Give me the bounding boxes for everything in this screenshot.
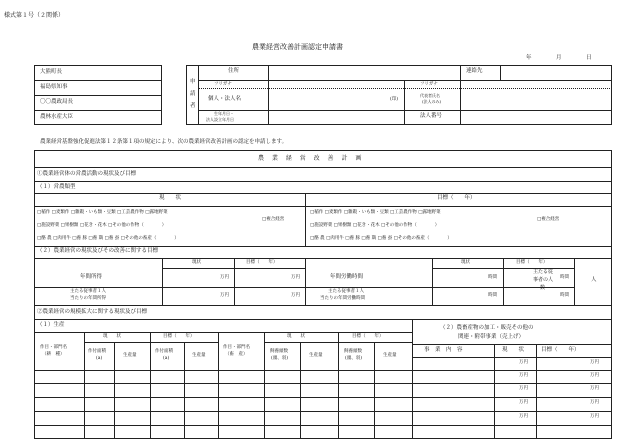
rep-name-label-2: (法人のみ) bbox=[422, 99, 442, 104]
seal-mark: (印) bbox=[390, 97, 399, 102]
business-target-unit-4: 万円 bbox=[590, 400, 599, 405]
head-count-current-2: (頭、羽) bbox=[271, 356, 289, 361]
business-target-unit-5: 万円 bbox=[590, 414, 599, 419]
income-status-unit: 万円 bbox=[220, 275, 229, 280]
current-types-row2: □施設野菜 □果樹類 □花き・花木 □その他の作物（ ） bbox=[37, 223, 167, 228]
livestock-current-label: 現 状 bbox=[287, 334, 305, 339]
livestock-name-label-1: 作目・部門名 bbox=[223, 345, 250, 350]
per-worker-income-1: 主たる従事者１人 bbox=[70, 289, 106, 294]
annual-income-label: 年間所得 bbox=[80, 274, 103, 280]
section2-heading: ②農業経営の規模拡大に関する現状及び目標 bbox=[37, 309, 148, 315]
target-types-row1: □稲作 □麦類作 □雑穀・いも類・豆類 □工芸農作物 □露地野菜 bbox=[310, 210, 441, 215]
management-goals-heading: （２）農業経営の現状及びその改善に関する目標 bbox=[37, 248, 159, 254]
per-worker-income-2: 当たりの年間所得 bbox=[70, 296, 106, 301]
form-title: 農業経営改善計画認定申請書 bbox=[252, 43, 343, 51]
hours-target-unit: 時間 bbox=[560, 275, 569, 280]
target-types-row3: □酪 農 □肉用牛 □養 豚 □養 鶏 □養 蚕 □その他の畜産（ ） bbox=[310, 236, 452, 241]
head-count-target-1: 飼養頭数 bbox=[344, 349, 362, 354]
crop-production-target: 生産量 bbox=[192, 353, 206, 358]
income-status-col: 現状 bbox=[192, 260, 201, 265]
crop-area-target-2: (a) bbox=[163, 356, 170, 361]
per-worker-hours-2: 当たりの年間労働時間 bbox=[320, 296, 365, 301]
current-types-row3: □酪 農 □肉用牛 □養 豚 □養 鶏 □養 蚕 □その他の畜産（ ） bbox=[37, 236, 179, 241]
hours-status-col: 現状 bbox=[461, 260, 470, 265]
hours-status-unit: 時間 bbox=[488, 275, 497, 280]
business-current-unit-5: 万円 bbox=[519, 414, 528, 419]
crop-area-current-2: (a) bbox=[96, 356, 103, 361]
furigana-label: フリガナ bbox=[214, 82, 232, 87]
applicant-side-3: 者 bbox=[190, 103, 196, 109]
section1-heading: ①農業経営体の営農活動の現状及び目標 bbox=[37, 171, 137, 177]
current-types-row1: □稲作 □麦類作 □雑穀・いも類・豆類 □工芸農作物 □露地野菜 bbox=[37, 210, 168, 215]
per-worker-hours-1: 主たる従事者１人 bbox=[328, 289, 364, 294]
applicant-box bbox=[186, 65, 612, 125]
crop-area-target-1: 作付面積 bbox=[155, 349, 173, 354]
workers-label-1: 主たる従 bbox=[533, 269, 554, 275]
per-hours-status-unit: 時間 bbox=[488, 293, 497, 298]
business-current-label: 現 状 bbox=[502, 347, 525, 353]
business-target-unit-3: 万円 bbox=[590, 386, 599, 391]
name-label: 個人・法人名 bbox=[208, 96, 242, 102]
business-target-unit-2: 万円 bbox=[590, 373, 599, 378]
per-income-status-unit: 万円 bbox=[220, 293, 229, 298]
form-number: 様式第１号（２関係） bbox=[4, 12, 65, 19]
crop-current-label: 現 状 bbox=[103, 334, 121, 339]
production-heading: （１）生産 bbox=[37, 322, 65, 328]
rep-name-label-1: 代表者氏名 bbox=[420, 93, 440, 98]
per-income-target-unit: 万円 bbox=[291, 293, 300, 298]
related-business-heading-1: （２）農畜産物の加工・販売その他の bbox=[440, 325, 534, 331]
crop-production-current: 生産量 bbox=[123, 353, 137, 358]
crop-name-label-1: 作目・部門名 bbox=[40, 345, 67, 350]
applicant-side-1: 申 bbox=[190, 79, 196, 85]
livestock-name-label-2: （畜 産） bbox=[225, 352, 248, 357]
business-target-label: 目標（ 年） bbox=[541, 347, 580, 353]
date-year: 年 bbox=[526, 55, 532, 61]
contact-label: 連絡先 bbox=[466, 68, 483, 74]
annual-hours-label: 年間労働時間 bbox=[330, 274, 364, 280]
current-complex: □複合経営 bbox=[262, 217, 285, 222]
farming-target-label: 目標（ 年） bbox=[437, 195, 476, 201]
livestock-target-label: 目標（ 年） bbox=[352, 334, 384, 339]
addressee-town-mayor: 大熊町長 bbox=[40, 69, 63, 75]
crop-name-label-2: （耕 種） bbox=[42, 352, 65, 357]
application-statement: 農業経営基盤強化促進法第１２条第１項の規定により、次の農業経営改善計画の認定を申請します。 bbox=[40, 139, 288, 145]
hours-target-col: 目標（ 年） bbox=[516, 260, 548, 265]
head-count-current-1: 飼養頭数 bbox=[270, 349, 288, 354]
addressee-bureau-director: 〇〇農政局長 bbox=[40, 99, 74, 105]
business-content-label: 事 業 内 容 bbox=[424, 347, 463, 353]
farming-type-heading: （１）営農類型 bbox=[37, 184, 76, 190]
date-day: 日 bbox=[586, 55, 592, 61]
livestock-production-current: 生産量 bbox=[309, 353, 323, 358]
livestock-production-target: 生産量 bbox=[383, 353, 397, 358]
target-types-row2: □施設野菜 □果樹類 □花き・花木 □その他の作物（ ） bbox=[310, 223, 440, 228]
plan-title: 農 業 経 営 改 善 計 画 bbox=[258, 155, 365, 162]
birthdate-label-2: 法人設立年月日 bbox=[206, 117, 234, 122]
income-target-col: 目標（ 年） bbox=[246, 260, 278, 265]
business-current-unit-4: 万円 bbox=[519, 400, 528, 405]
related-business-heading-2: 関連・附帯事業（売上げ） bbox=[458, 334, 525, 340]
head-count-target-2: (頭、羽) bbox=[345, 356, 363, 361]
applicant-side-2: 請 bbox=[190, 91, 196, 97]
workers-label-3: 数 bbox=[540, 285, 546, 291]
addressee-minister: 農林水産大臣 bbox=[40, 114, 74, 120]
workers-unit: 人 bbox=[591, 277, 597, 283]
per-hours-target-unit: 時間 bbox=[560, 293, 569, 298]
business-target-unit-1: 万円 bbox=[590, 360, 599, 365]
business-current-unit-2: 万円 bbox=[519, 373, 528, 378]
addressee-governor: 福島県知事 bbox=[40, 84, 68, 90]
birthdate-label-1: 生年月日・ bbox=[214, 111, 234, 116]
farming-current-label: 現 状 bbox=[159, 195, 182, 201]
crop-area-current-1: 作付面積 bbox=[88, 349, 106, 354]
crop-target-label: 目標（ 年） bbox=[163, 334, 195, 339]
corp-number-label: 法人番号 bbox=[420, 113, 443, 119]
date-month: 月 bbox=[556, 55, 562, 61]
business-current-unit-3: 万円 bbox=[519, 386, 528, 391]
workers-label-2: 事者の人 bbox=[533, 277, 554, 283]
furigana-label-rep: フリガナ bbox=[420, 82, 438, 87]
business-current-unit-1: 万円 bbox=[519, 360, 528, 365]
income-target-unit: 万円 bbox=[291, 275, 300, 280]
address-label: 住所 bbox=[228, 68, 240, 74]
target-complex: □複合経営 bbox=[537, 217, 560, 222]
